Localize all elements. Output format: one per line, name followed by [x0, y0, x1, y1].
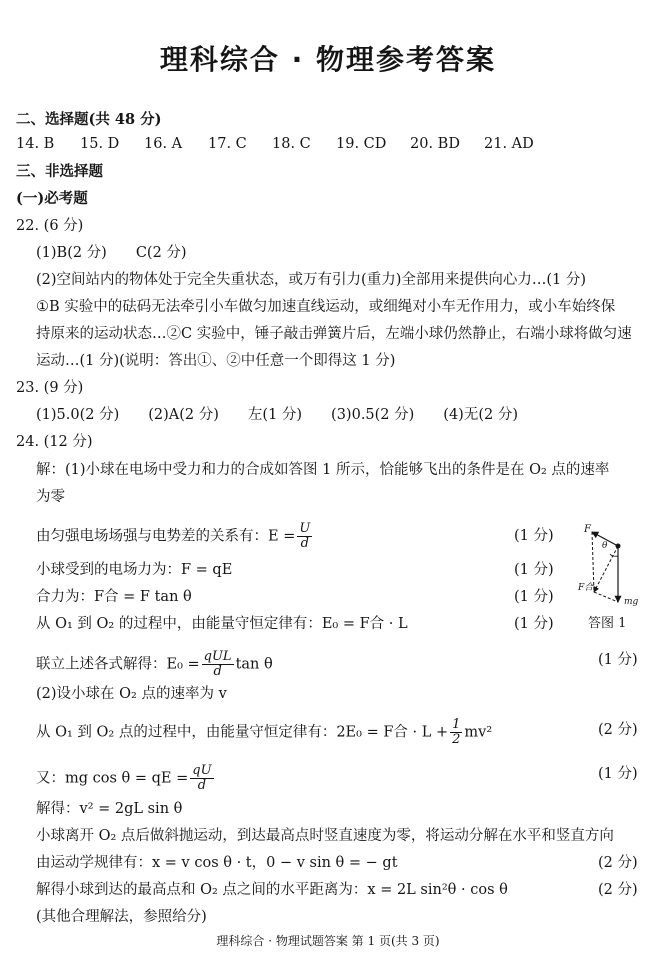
q24-eq5-text: 联立上述各式解得：E₀ =	[36, 656, 200, 673]
q24-note: (其他合理解法，参照给分)	[36, 909, 207, 925]
q24-number: 24. (12 分)	[16, 434, 93, 450]
q24-eq7	[36, 764, 216, 793]
q24-eq4-score: (1 分)	[514, 616, 554, 632]
q24-eq6-score: (2 分)	[598, 722, 638, 738]
q24-eq7-numerator: qU	[192, 763, 212, 778]
answer-19: 19. CD	[336, 136, 387, 152]
q24-eq6-denominator: 2	[452, 732, 461, 747]
page-footer: 理科综合 · 物理试题答案 第 1 页(共 3 页)	[216, 934, 440, 948]
q24-eq5	[36, 650, 273, 679]
q24-eq10: 解得小球到达的最高点和 O₂ 点之间的水平距离为：x = 2L sin²θ · cos θ	[36, 882, 508, 898]
q23-number: 23. (9 分)	[16, 380, 84, 396]
q22-line3: ①B 实验中的砝码无法牵引小车做匀加速直线运动，或细绳对小车无作用力，或小车始终保	[36, 299, 616, 315]
figure-caption: 答图 1	[588, 616, 627, 631]
parallelogram-dashed-base	[594, 592, 618, 602]
answer-16: 16. A	[144, 136, 183, 152]
q24-eq5-denominator: d	[213, 664, 222, 679]
section-2-heading: 二、选择题(共 48 分)	[16, 111, 162, 128]
q24-intro-2: 为零	[36, 489, 65, 505]
q22-line5: 运动…(1 分)(说明：答出①、②中任意一个即得这 1 分)	[36, 353, 396, 369]
q23-line1: (1)5.0(2 分) (2)A(2 分) 左(1 分) (3)0.5(2 分) (4)无(2 分)	[36, 407, 518, 423]
q24-eq7-fraction	[190, 764, 213, 793]
q24-eq2: 小球受到的电场力为：F = qE	[36, 562, 233, 578]
answer-21: 21. AD	[484, 136, 534, 152]
q24-intro-1: 解：(1)小球在电场中受力和力的合成如答图 1 所示，恰能够飞出的条件是在 O₂ 点的速率	[36, 462, 610, 478]
q24-eq5-numerator: qUL	[203, 649, 232, 664]
q24-eq5-score: (1 分)	[598, 652, 638, 668]
q24-eq5-tail: tan θ	[235, 656, 273, 673]
q24-eq6	[36, 718, 492, 747]
q24-eq1-score: (1 分)	[514, 528, 554, 544]
q24-eq7-text: 又：mg cos θ = qE =	[36, 770, 189, 787]
q24-eq3: 合力为：F合 = F tan θ	[36, 589, 192, 605]
label-F-resultant: F合	[578, 583, 594, 593]
section-3-heading: 三、非选择题	[16, 163, 103, 180]
q24-eq6-tail: mv²	[464, 724, 493, 741]
q24-eq1-text: 由匀强电场场强与电势差的关系有：E =	[36, 528, 296, 545]
q22-line1: (1)B(2 分) C(2 分)	[36, 245, 187, 261]
q24-eq9: 由运动学规律有：x = v cos θ · t，0 − v sin θ = − gt	[36, 855, 398, 871]
q24-eq8: 解得：v² = 2gL sin θ	[36, 801, 183, 817]
resultant-force-arrow	[594, 546, 618, 592]
q24-motion-line: 小球离开 O₂ 点后做斜抛运动，到达最高点时竖直速度为零，将运动分解在水平和竖直方向	[36, 828, 614, 844]
q24-eq1	[36, 522, 314, 551]
q24-eq6-fraction	[450, 718, 462, 747]
q24-eq1-denominator: d	[300, 536, 309, 551]
q24-eq6-numerator: 1	[452, 717, 461, 732]
q22-line4: 持原来的运动状态…②C 实验中，锤子敲击弹簧片后，左端小球仍然静止，右端小球将做匀速	[36, 326, 632, 342]
theta-arc	[610, 554, 618, 556]
q24-eq7-score: (1 分)	[598, 766, 638, 782]
answer-20: 20. BD	[410, 136, 460, 152]
q24-eq2-score: (1 分)	[514, 562, 554, 578]
q24-eq7-denominator: d	[197, 778, 207, 793]
q22-number: 22. (6 分)	[16, 218, 84, 234]
q24-part2: (2)设小球在 O₂ 点的速率为 v	[36, 686, 227, 702]
q24-eq9-score: (2 分)	[598, 855, 638, 871]
q22-line2: (2)空间站内的物体处于完全失重状态，或万有引力(重力)全部用来提供向心力…(1 分)	[36, 272, 586, 288]
answer-14: 14. B	[16, 136, 55, 152]
q24-eq3-score: (1 分)	[514, 589, 554, 605]
q24-eq10-score: (2 分)	[598, 882, 638, 898]
answer-18: 18. C	[272, 136, 311, 152]
q24-eq6-text: 从 O₁ 到 O₂ 点的过程中，由能量守恒定律有：2E₀ = F合 · L +	[36, 724, 449, 741]
answer-17: 17. C	[208, 136, 247, 152]
q24-eq5-fraction	[202, 650, 234, 679]
q24-eq1-numerator: U	[299, 521, 311, 536]
q24-eq1-fraction	[297, 522, 312, 551]
page-title: 理科综合 · 物理参考答案	[159, 43, 497, 76]
label-theta: θ	[602, 541, 608, 551]
answer-15: 15. D	[80, 136, 120, 152]
label-mg: mg	[624, 597, 639, 607]
ball-dot	[616, 544, 621, 549]
label-F: F	[584, 524, 591, 535]
section-3-sub-heading: (一)必考题	[16, 190, 88, 207]
q24-eq4: 从 O₁ 到 O₂ 的过程中，由能量守恒定律有：E₀ = F合 · L	[36, 616, 408, 632]
